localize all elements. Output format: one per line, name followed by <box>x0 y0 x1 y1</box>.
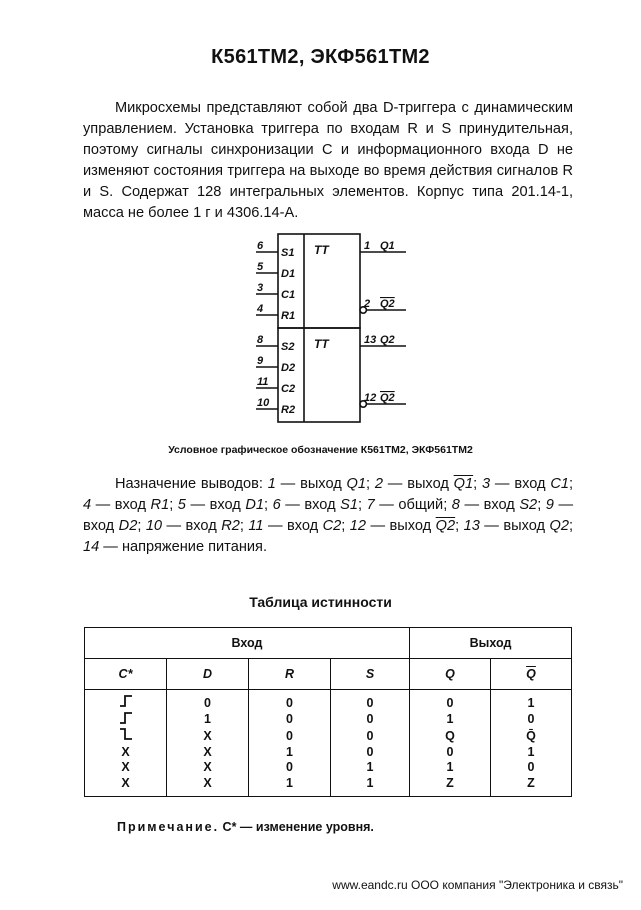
table-cell <box>85 690 167 712</box>
pin-item: 7 — общий; <box>366 497 452 513</box>
table-cell: 1 <box>249 776 331 797</box>
pin-number: 5 <box>177 497 186 513</box>
table-cell: X <box>85 776 167 797</box>
table-cell: X <box>85 760 167 776</box>
table-cell: X <box>167 745 249 761</box>
table-cell: X <box>167 728 249 745</box>
table-row <box>85 728 572 745</box>
pin-number: 10 <box>257 397 270 409</box>
header-output-group: Выход <box>410 628 572 659</box>
table-cell: Q <box>410 728 491 745</box>
table-row <box>85 712 572 729</box>
table-cell: 1 <box>491 745 572 761</box>
table-cell <box>85 712 167 729</box>
pin-signal: C2 <box>322 518 342 534</box>
pin-item: 1 — выход Q1; <box>267 476 375 492</box>
pin-function: вход <box>185 518 217 534</box>
table-cell: Z <box>410 776 491 797</box>
rising-edge-icon <box>119 712 133 724</box>
pin-number: 11 <box>257 376 269 388</box>
pin-item: 6 — вход S1; <box>272 497 367 513</box>
table-cell: 0 <box>249 728 331 745</box>
table-cell: 0 <box>410 745 491 761</box>
pin-signal: S2 <box>519 497 538 513</box>
table-cell: 0 <box>331 728 410 745</box>
pin-number: 9 <box>545 497 554 513</box>
pin-item: 2 — выход Q1; <box>374 476 482 492</box>
input-label: S2 <box>281 341 295 353</box>
table-cell: 0 <box>331 712 410 729</box>
pin-number: 1 <box>364 240 371 252</box>
table-cell: X <box>85 745 167 761</box>
page-title: К561ТМ2, ЭКФ561ТМ2 <box>211 46 430 68</box>
pin-number: 13 <box>463 518 480 534</box>
pin-number: 2 <box>374 476 383 492</box>
pin-signal: Q2 <box>549 518 569 534</box>
pin-signal: Q1 <box>346 476 367 492</box>
pin-number: 2 <box>364 298 371 310</box>
footer-source: www.eandc.ru ООО компания "Электроника и связь" <box>332 878 623 892</box>
table-cell: Q̄ <box>491 728 572 745</box>
pin-number: 12 <box>364 392 377 404</box>
pin-signal: R2 <box>221 518 240 534</box>
pin-number: 14 <box>83 539 100 555</box>
column-header: C* <box>85 659 167 690</box>
pin-function: вход <box>83 518 115 534</box>
table-cell: 0 <box>249 690 331 712</box>
table-cell: 0 <box>491 760 572 776</box>
pin-number: 3 <box>257 282 264 294</box>
pin-number: 1 <box>267 476 276 492</box>
block-label: TT <box>314 243 329 257</box>
pin-number: 6 <box>257 240 264 252</box>
pin-number: 3 <box>482 476 491 492</box>
input-label: R2 <box>281 404 296 416</box>
pin-item: 9 — вход D2; <box>83 497 574 534</box>
pin-function: вход <box>483 497 515 513</box>
intro-paragraph: Микросхемы представляют собой два D-триггера с динамическим управлением. Установка триггера по входам R и S принудительная, поэтому сигналы синхронизации С и информационного входа D не изменяют состояния триггера на выходе во время действия сигналов R и S. Содержат 128 интегральных элементов. Корпус типа 201.14-1, масса не более 1 г и 4306.14-А. <box>83 100 573 221</box>
pin-item: 11 — вход C2; <box>248 518 350 534</box>
table-row <box>85 776 572 797</box>
table-cell: 0 <box>410 690 491 712</box>
table-row <box>85 745 572 761</box>
table-cell: 1 <box>491 690 572 712</box>
rising-edge-icon <box>119 695 133 707</box>
pin-item: 10 — вход R2; <box>145 518 249 534</box>
block-label: TT <box>314 337 329 351</box>
pin-signal: C1 <box>550 476 569 492</box>
pin-item: 4 — вход R1; <box>83 497 178 513</box>
pin-number: 5 <box>257 261 264 273</box>
column-header: D <box>167 659 249 690</box>
table-cell: 1 <box>410 712 491 729</box>
note-text: C* — изменение уровня. <box>222 820 374 834</box>
pin-function: вход <box>304 497 336 513</box>
pin-number: 8 <box>257 334 264 346</box>
output-label: Q2 <box>380 334 395 346</box>
table-cell: 1 <box>331 760 410 776</box>
pin-number: 4 <box>257 303 264 315</box>
pin-signal: Q2 <box>435 518 456 534</box>
pin-function: вход <box>514 476 546 492</box>
input-label: D1 <box>281 268 296 280</box>
pin-item: 3 — вход C1; <box>482 476 574 492</box>
pin-function: выход <box>407 476 449 492</box>
pin-assignment-paragraph <box>83 474 573 558</box>
pin-number: 8 <box>451 497 460 513</box>
input-label: C2 <box>281 383 296 395</box>
note-label: Примечание. <box>117 820 220 834</box>
output-label: Q2 <box>380 392 395 404</box>
pin-function: напряжение питания <box>121 539 263 555</box>
table-cell: 1 <box>249 745 331 761</box>
pin-item: 14 — напряжение питания. <box>83 539 267 555</box>
pin-number: 12 <box>349 518 367 534</box>
pin-item: 13 — выход Q2; <box>463 518 574 534</box>
pin-function: выход <box>300 476 342 492</box>
logic-symbol-diagram <box>248 228 408 424</box>
table-cell: 1 <box>331 776 410 797</box>
column-header: $\overline{Q}$ <box>491 659 572 690</box>
pin-function: вход <box>209 497 241 513</box>
table-cell: Z <box>491 776 572 797</box>
pins-lead: Назначение выводов: <box>115 476 268 492</box>
pin-number: 6 <box>272 497 281 513</box>
pin-number: 13 <box>364 334 377 346</box>
diagram-caption: Условное графическое обозначение К561ТМ2, ЭКФ561ТМ2 <box>168 444 473 456</box>
table-cell: 0 <box>249 760 331 776</box>
table-cell: 0 <box>331 690 410 712</box>
input-label: D2 <box>281 362 296 374</box>
pin-signal: Q1 <box>453 476 474 492</box>
table-cell: 0 <box>491 712 572 729</box>
pin-item: 5 — вход D1; <box>177 497 273 513</box>
pin-signal: D2 <box>118 518 138 534</box>
pin-number: 10 <box>145 518 163 534</box>
input-label: R1 <box>281 310 296 322</box>
pin-number: 11 <box>248 518 264 534</box>
input-label: C1 <box>281 289 296 301</box>
table-row <box>85 760 572 776</box>
pin-signal: R1 <box>150 497 170 513</box>
pin-signal: S1 <box>340 497 358 513</box>
falling-edge-icon <box>119 728 133 740</box>
table-row <box>85 690 572 712</box>
header-input-group: Вход <box>85 628 410 659</box>
table-cell: 0 <box>167 690 249 712</box>
pin-number: 7 <box>366 497 375 513</box>
pin-function: общий <box>398 497 444 513</box>
table-cell: X <box>167 760 249 776</box>
table-cell: 1 <box>167 712 249 729</box>
pin-item: 12 — выход Q2; <box>349 518 464 534</box>
pin-function: выход <box>503 518 546 534</box>
pin-signal: D1 <box>245 497 264 513</box>
table-cell: X <box>167 776 249 797</box>
pin-number: 4 <box>83 497 92 513</box>
pin-item: 8 — вход S2; <box>451 497 546 513</box>
output-label: Q2 <box>380 298 395 310</box>
table-cell <box>85 728 167 745</box>
output-label: Q1 <box>380 240 395 252</box>
pin-number: 9 <box>257 355 264 367</box>
column-header: Q <box>410 659 491 690</box>
table-cell: 0 <box>331 745 410 761</box>
table-cell: 1 <box>410 760 491 776</box>
truth-table-title: Таблица истинности <box>249 594 392 610</box>
column-header: R <box>249 659 331 690</box>
pin-function: вход <box>286 518 319 534</box>
table-cell: 0 <box>249 712 331 729</box>
column-header: S <box>331 659 410 690</box>
pin-function: выход <box>389 518 432 534</box>
table-note <box>117 820 374 834</box>
truth-table <box>84 627 572 797</box>
pin-function: вход <box>114 497 146 513</box>
input-label: S1 <box>281 247 295 259</box>
